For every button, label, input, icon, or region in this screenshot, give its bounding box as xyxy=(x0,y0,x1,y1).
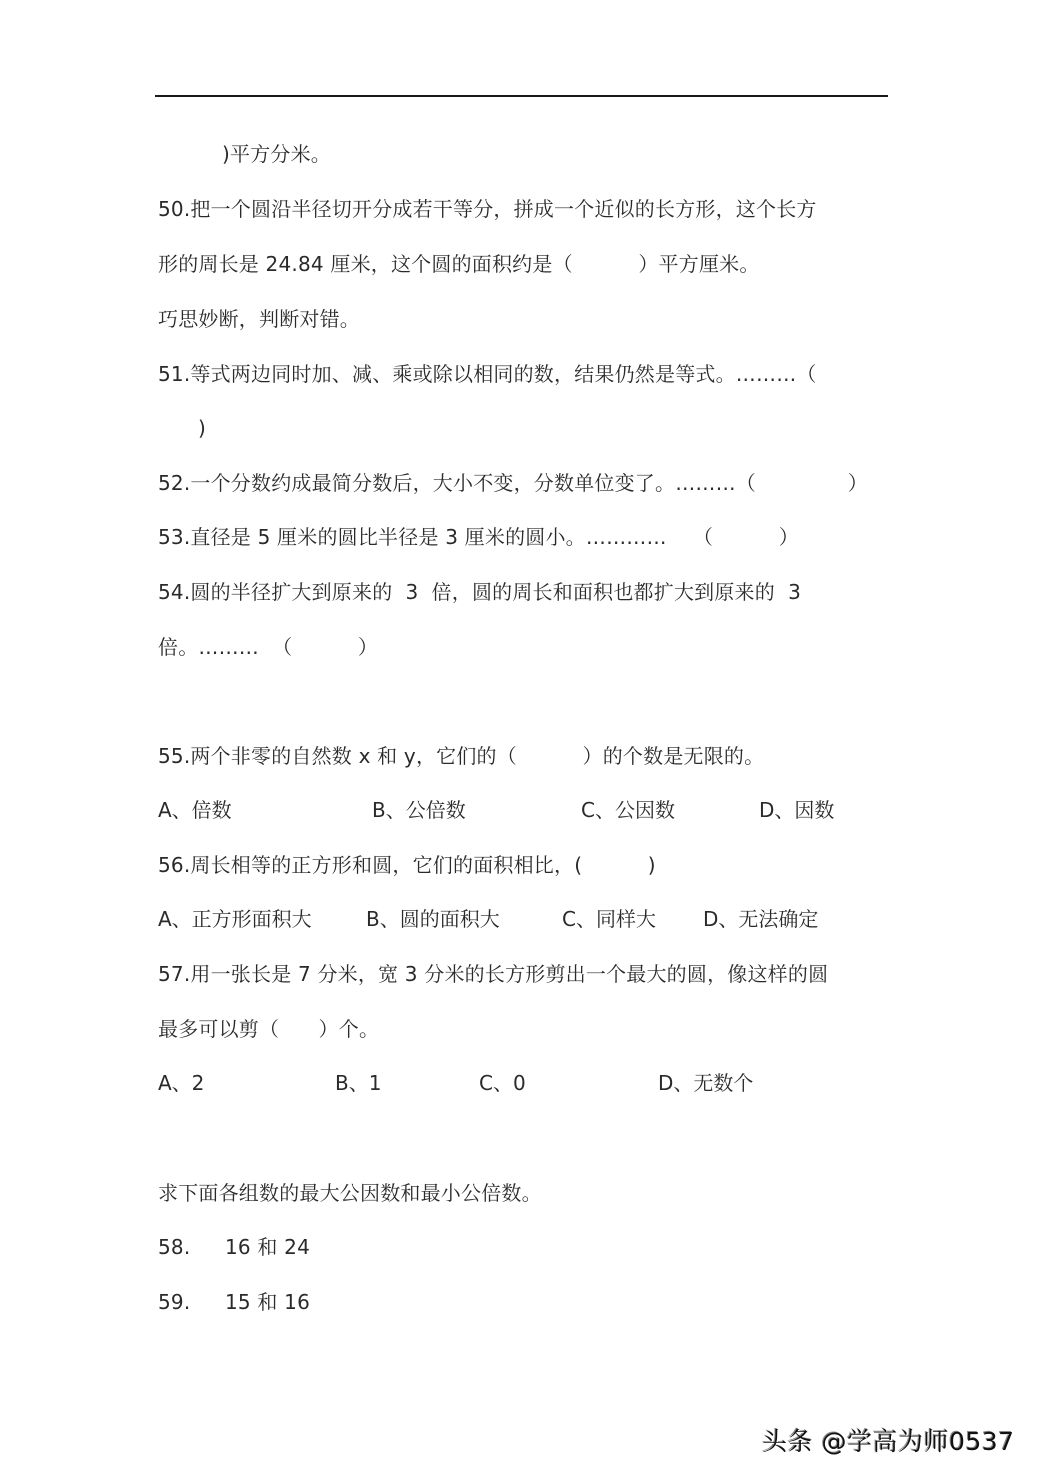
q57-option-c: C、0 xyxy=(479,1071,526,1095)
q51-line1: 51.等式两边同时加、减、乘或除以相同的数，结果仍然是等式。………（ xyxy=(158,362,817,386)
q55-option-c: C、公因数 xyxy=(581,798,675,822)
q57-option-b: B、1 xyxy=(335,1071,382,1095)
q56-option-d: D、无法确定 xyxy=(703,907,819,931)
q50-line1: 50.把一个圆沿半径切开分成若干等分，拼成一个近似的长方形，这个长方 xyxy=(158,197,817,221)
q52: 52.一个分数约成最简分数后，大小不变，分数单位变了。………（ ） xyxy=(158,471,869,495)
q56-option-a: A、正方形面积大 xyxy=(158,907,312,931)
q56-option-c: C、同样大 xyxy=(562,907,656,931)
section-judge-heading: 巧思妙断，判断对错。 xyxy=(158,307,360,331)
watermark: 头条 @学高为师0537 xyxy=(762,1427,1015,1456)
q51-line2: ) xyxy=(198,416,207,440)
q58-number: 58. xyxy=(158,1235,191,1259)
q50-line2: 形的周长是 24.84 厘米，这个圆的面积约是（ ）平方厘米。 xyxy=(158,252,760,276)
q55-option-b: B、公倍数 xyxy=(372,798,466,822)
q54-line2: 倍。……… （ ） xyxy=(158,635,379,659)
q59-text: 15 和 16 xyxy=(225,1290,311,1314)
q57-line2: 最多可以剪（ ）个。 xyxy=(158,1017,380,1041)
q49-tail: )平方分米。 xyxy=(222,142,332,166)
q56-option-b: B、圆的面积大 xyxy=(366,907,500,931)
section-calc-heading: 求下面各组数的最大公因数和最小公倍数。 xyxy=(158,1181,542,1205)
q53: 53.直径是 5 厘米的圆比半径是 3 厘米的圆小。………… （ ） xyxy=(158,525,799,549)
q55-option-a: A、倍数 xyxy=(158,798,232,822)
q55-option-d: D、因数 xyxy=(759,798,835,822)
q58-text: 16 和 24 xyxy=(225,1235,311,1259)
q57-option-a: A、2 xyxy=(158,1071,205,1095)
header-rule xyxy=(155,95,888,97)
q55: 55.两个非零的自然数 x 和 y，它们的（ ）的个数是无限的。 xyxy=(158,744,765,768)
q54-line1: 54.圆的半径扩大到原来的 3 倍，圆的周长和面积也都扩大到原来的 3 xyxy=(158,580,801,604)
q59-number: 59. xyxy=(158,1290,191,1314)
q56: 56.周长相等的正方形和圆，它们的面积相比，( ) xyxy=(158,853,656,877)
q57-line1: 57.用一张长是 7 分米，宽 3 分米的长方形剪出一个最大的圆，像这样的圆 xyxy=(158,962,829,986)
q57-option-d: D、无数个 xyxy=(658,1071,754,1095)
